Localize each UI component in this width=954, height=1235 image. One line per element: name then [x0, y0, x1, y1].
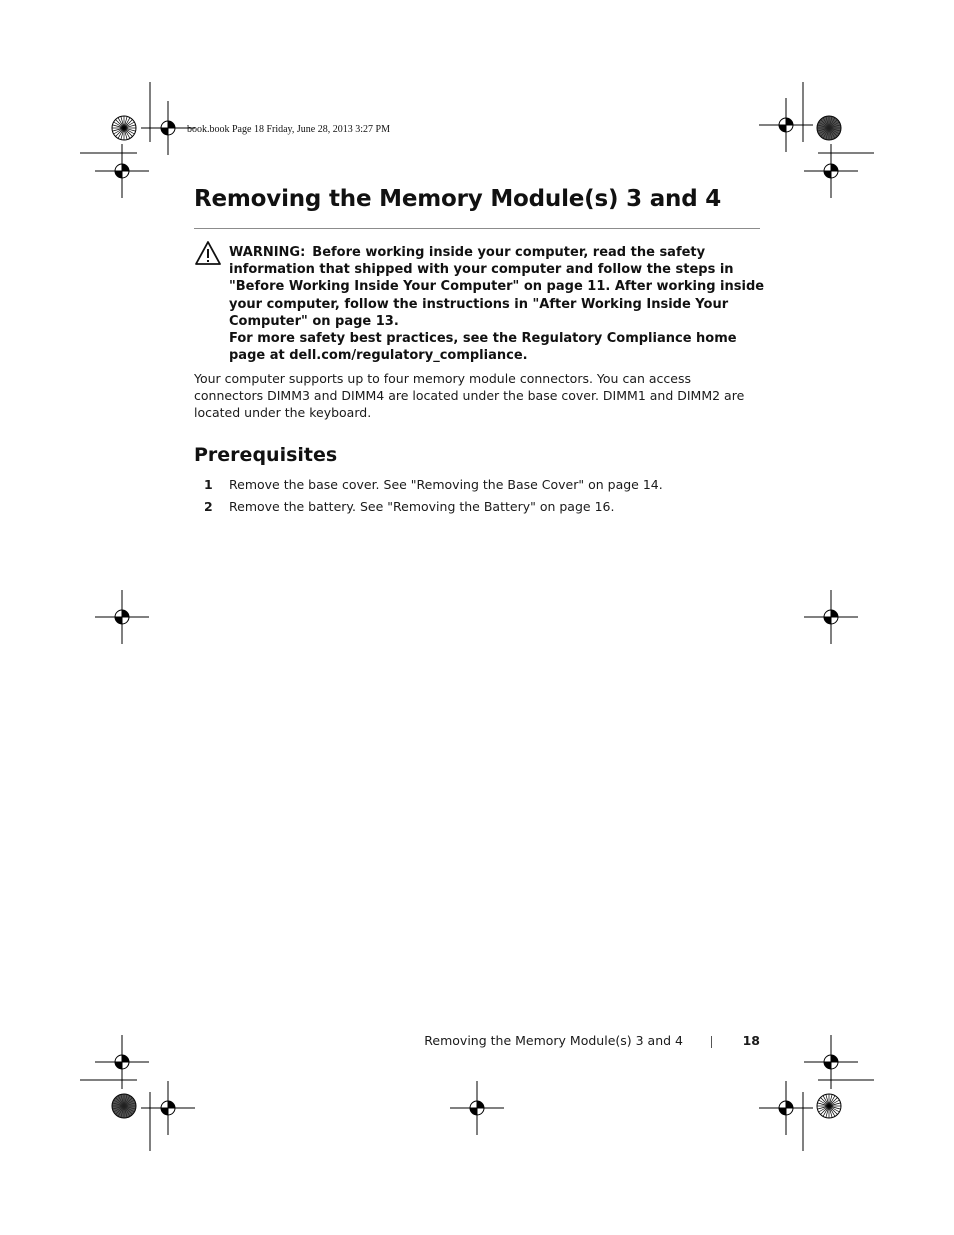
registration-mark-fill [831, 164, 838, 171]
registration-mark-fill [831, 610, 838, 617]
color-target-ray [826, 116, 829, 128]
list-item [194, 498, 764, 520]
registration-mark-icon [470, 1101, 484, 1115]
color-target-ray [118, 118, 124, 128]
registration-mark-fill [470, 1108, 477, 1115]
color-target-ray [829, 125, 841, 128]
color-target-ray [116, 128, 124, 136]
color-target-ray [829, 118, 835, 128]
color-target-ray [124, 125, 136, 128]
color-target-ray [829, 1106, 835, 1116]
color-target-ray [817, 1103, 829, 1106]
warning-paragraph-2: For more safety best practices, see the Regulatory Compliance home page at dell.com/regulatory_compliance. [229, 331, 737, 364]
color-target-icon [817, 1094, 841, 1118]
registration-mark-icon [161, 121, 175, 135]
color-target-icon [112, 1094, 136, 1118]
color-target-ray [124, 128, 134, 134]
color-target-ray [817, 128, 829, 131]
color-target-icon [112, 116, 136, 140]
color-target-ray [124, 1106, 136, 1109]
color-target-ray [829, 122, 839, 128]
color-target-ray [826, 128, 829, 140]
prerequisites-heading: Prerequisites [194, 444, 338, 466]
color-target-ray [821, 120, 829, 128]
registration-mark-icon [824, 164, 838, 178]
registration-mark-fill [779, 1108, 786, 1115]
color-target-ray [829, 128, 839, 134]
color-target-ray [829, 128, 832, 140]
color-target-ray [819, 128, 829, 134]
color-target-ray [112, 125, 124, 128]
registration-mark-icon [824, 1055, 838, 1069]
registration-mark-icon [779, 1101, 793, 1115]
step-number: 1 [204, 477, 213, 492]
color-target-ray [124, 1106, 134, 1112]
color-target-ray [829, 1106, 841, 1109]
color-target-ray [829, 1094, 832, 1106]
registration-mark-fill [786, 1101, 793, 1108]
color-target-ray [124, 128, 136, 131]
color-target-ray [826, 1106, 829, 1118]
intro-paragraph: Your computer supports up to four memory module connectors. You can access connectors DIMM3 and DIMM4 are located under the base cover. DIMM1 and DIMM2 are located under the keyboard. [194, 371, 745, 420]
color-target-ray [124, 1094, 127, 1106]
registration-mark-fill [477, 1101, 484, 1108]
color-target-ray [118, 1096, 124, 1106]
color-target-ray [114, 122, 124, 128]
color-target-ray [829, 1098, 837, 1106]
color-target-ray [121, 1106, 124, 1118]
color-target-ray [819, 1100, 829, 1106]
warning-text-1: Before working inside your computer, read the safety information that shipped with your computer and follow the steps in "Before Working Inside Your Computer" on page 11. After working inside your computer, follow the instructions in "After Working Inside Your Computer" on page 13. [229, 245, 765, 329]
color-target-ray [823, 1106, 829, 1116]
color-target-ray [829, 1096, 835, 1106]
list-item [194, 476, 764, 498]
registration-mark-icon [115, 164, 129, 178]
color-target-ray [829, 1106, 837, 1114]
color-target-ray [124, 1098, 132, 1106]
registration-mark-icon [779, 118, 793, 132]
registration-mark-icon [824, 610, 838, 624]
color-target-ray [829, 120, 837, 128]
color-target-ray [829, 128, 841, 131]
color-target-ray [114, 128, 124, 134]
title-divider [194, 228, 760, 229]
color-target-ray [124, 128, 130, 138]
color-target-ray [118, 128, 124, 138]
registration-mark-icon [115, 610, 129, 624]
color-target-ray [829, 1106, 832, 1118]
color-target-ray [124, 118, 130, 128]
warning-paragraph-1 [229, 244, 769, 330]
step-text: Remove the battery. See "Removing the Battery" on page 16. [229, 499, 615, 514]
color-target-ray [116, 1106, 124, 1114]
prerequisites-list [194, 476, 764, 520]
color-target-ray [124, 1106, 127, 1118]
color-target-ray [124, 1103, 136, 1106]
warning-triangle-icon [194, 240, 222, 266]
color-target-ray [823, 118, 829, 128]
registration-mark-fill [161, 128, 168, 135]
color-target-ray [821, 1098, 829, 1106]
registration-mark-fill [115, 1062, 122, 1069]
color-target-ray [823, 128, 829, 138]
color-target-ray [114, 1106, 124, 1112]
warning-notice [229, 244, 769, 364]
page-number: 18 [742, 1033, 760, 1048]
color-target-ray [121, 1094, 124, 1106]
registration-mark-fill [161, 1108, 168, 1115]
color-target-ray [819, 122, 829, 128]
registration-mark-fill [115, 617, 122, 624]
color-target-ray [829, 116, 832, 128]
registration-mark-fill [168, 121, 175, 128]
registration-mark-fill [824, 171, 831, 178]
color-target-ray [116, 120, 124, 128]
color-target-ray [829, 1106, 839, 1112]
color-target-ray [829, 128, 837, 136]
warning-label: WARNING: [229, 245, 306, 260]
color-target-ray [116, 1098, 124, 1106]
registration-mark-fill [824, 1062, 831, 1069]
color-target-ray [124, 128, 127, 140]
color-target-ray [124, 116, 127, 128]
color-target-ray [817, 125, 829, 128]
registration-mark-icon [115, 1055, 129, 1069]
color-target-ray [112, 1103, 124, 1106]
registration-mark-fill [168, 1101, 175, 1108]
registration-mark-fill [122, 1055, 129, 1062]
print-header-line: book.book Page 18 Friday, June 28, 2013 3:27 PM [187, 124, 390, 135]
color-target-ray [124, 120, 132, 128]
page-title: Removing the Memory Module(s) 3 and 4 [194, 186, 722, 212]
color-target-ray [826, 1094, 829, 1106]
color-target-icon [817, 116, 841, 140]
color-target-ray [124, 1106, 130, 1116]
registration-mark-fill [824, 617, 831, 624]
registration-mark-fill [122, 610, 129, 617]
color-target-ray [112, 128, 124, 131]
registration-mark-fill [115, 171, 122, 178]
color-target-ray [121, 116, 124, 128]
registration-mark-fill [122, 164, 129, 171]
color-target-ray [118, 1106, 124, 1116]
registration-mark-fill [831, 1055, 838, 1062]
footer-separator [711, 1036, 712, 1048]
color-target-ray [829, 1103, 841, 1106]
color-target-ray [821, 1106, 829, 1114]
footer-title: Removing the Memory Module(s) 3 and 4 [424, 1033, 683, 1048]
color-target-ray [124, 128, 132, 136]
color-target-ray [121, 128, 124, 140]
step-number: 2 [204, 499, 213, 514]
color-target-ray [829, 1100, 839, 1106]
color-target-ray [124, 1096, 130, 1106]
step-text: Remove the base cover. See "Removing the Base Cover" on page 14. [229, 477, 663, 492]
color-target-ray [124, 1106, 132, 1114]
color-target-ray [821, 128, 829, 136]
color-target-ray [829, 128, 835, 138]
registration-mark-fill [786, 118, 793, 125]
registration-mark-fill [779, 125, 786, 132]
color-target-ray [124, 122, 134, 128]
page-footer [380, 1032, 760, 1052]
color-target-ray [112, 1106, 124, 1109]
color-target-ray [817, 1106, 829, 1109]
color-target-ray [819, 1106, 829, 1112]
color-target-ray [124, 1100, 134, 1106]
color-target-ray [823, 1096, 829, 1106]
color-target-ray [114, 1100, 124, 1106]
registration-mark-icon [161, 1101, 175, 1115]
